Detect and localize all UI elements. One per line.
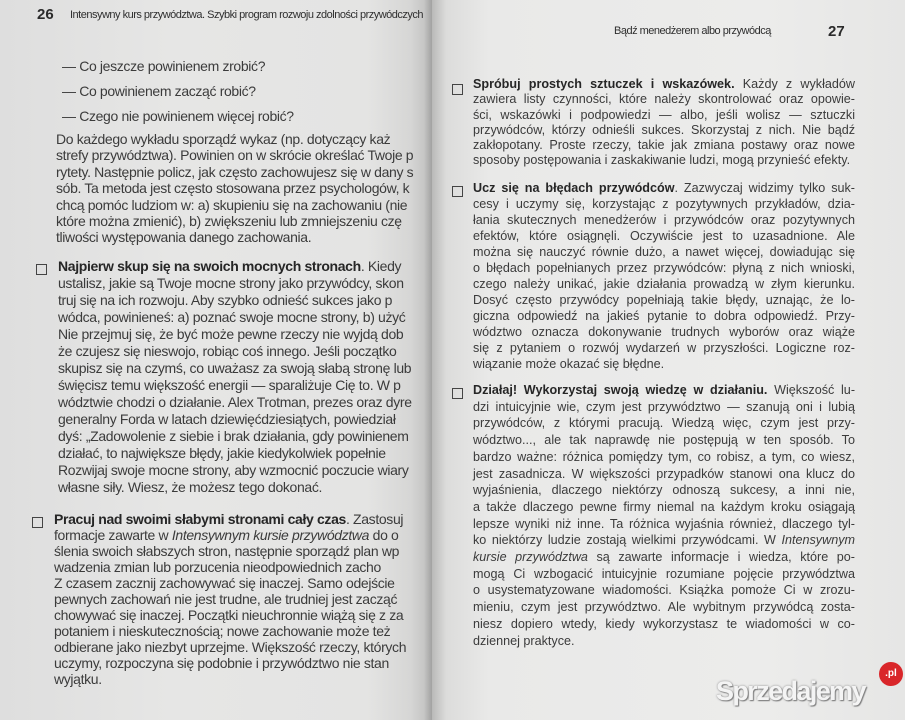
running-head: Bądź menedżerem albo przywódcą: [614, 25, 771, 37]
bold-lead-text: Najpierw skup się na swoich mocnych stronach: [58, 258, 361, 274]
text-line: [54, 527, 406, 543]
text-segment: dzi intuicyjnie wie, czym jest przywództwo — szanują oni i lubią: [473, 399, 855, 414]
text-line: [473, 196, 855, 212]
text-line: [473, 532, 855, 549]
text-line: [54, 671, 406, 687]
text-line: [473, 276, 855, 292]
text-line: [56, 213, 413, 229]
text-segment: wyjaśnienia, dlaczego niektórzy odnoszą sukcesy, a inni nie,: [473, 483, 855, 498]
text-segment: się z pytaniem o rozwój wydarzeń w przyszłości. Logiczne roz-: [473, 341, 855, 355]
text-segment: odbierane jako niezbyt uprzejme. Większość rzeczy, których: [54, 639, 407, 655]
checklist-item: [58, 258, 412, 496]
text-segment: Z czasem zacznij zachowywać się inaczej. Samo odejście: [54, 575, 395, 591]
text-segment: wyjątku.: [54, 671, 102, 687]
text-line: [473, 77, 855, 92]
text-line: [54, 623, 406, 639]
text-segment: ślenia swoich słabszych stron, następnie sporządź plan wp: [54, 543, 400, 559]
text-segment: czego należy unikać, jakie działania prowadzą w złym kierunku.: [473, 277, 855, 291]
question-line: — Co jeszcze powinienem zrobić?: [62, 58, 266, 74]
text-segment: ko niektórzy ludzie zostają wielkimi przywódcami. W: [473, 533, 782, 548]
text-line: [54, 543, 406, 559]
checkbox-icon: [452, 186, 463, 197]
checklist-item: [473, 180, 855, 372]
text-segment: że czujesz się nieswojo, robiąc coś innego. Jeśli początko: [58, 343, 397, 359]
text-line: [54, 607, 406, 623]
dash-list: [62, 54, 294, 129]
text-segment: święcisz temu większość energii — sparaliżuje Cię to. W p: [58, 377, 401, 393]
bold-lead-text: Pracuj nad swoimi słabymi stronami cały czas: [54, 511, 346, 527]
text-line: [56, 147, 413, 163]
text-line: [58, 428, 412, 445]
text-segment: działać, to największe błędy, jakie kiedykolwiek popełnie: [58, 445, 386, 461]
text-segment: ustalisz, jakie są Twoje mocne strony jako przywódcy, skon: [58, 275, 404, 291]
text-segment: mogą Ci wzbogacić intuicyjnie rozumiane pojęcie przywództwa: [473, 566, 855, 581]
text-line: [473, 633, 855, 650]
question-line: — Co powinienem zacząć robić?: [62, 83, 256, 99]
text-line: [56, 180, 413, 196]
text-line: [54, 559, 406, 575]
text-segment: Każdy z wykładów: [734, 77, 855, 91]
text-segment: formacje zawarte w: [54, 527, 172, 543]
text-segment: sób. Ta metoda jest często stosowana przez psychologów, k: [56, 180, 410, 197]
text-line: [473, 415, 855, 432]
text-segment: . Kiedy: [360, 258, 402, 274]
text-line: [58, 377, 412, 394]
text-segment: strefy przywództwa). Powinien on w skrócie określać Twoje p: [56, 147, 414, 164]
text-segment: dziennej praktyce.: [473, 633, 575, 648]
text-segment: przywódców, którzy odnieśli sukces. Skorzystaj z nich. Nie bądź: [473, 122, 855, 137]
text-segment: bardzo ważne: różnica pomiędzy tym, co robisz, a tym, co wiesz,: [473, 449, 855, 464]
text-segment: a także dlaczego pewne firmy niemal na każdym kroku osiągają: [473, 499, 855, 514]
text-line: [58, 394, 412, 411]
text-line: [473, 244, 855, 260]
text-segment: wództwie chodzi o działanie. Alex Trotman, prezes oraz dyre: [58, 394, 412, 410]
text-line: [58, 411, 412, 428]
text-segment: wództwo..., ale tak naprawdę nie postępują w ten sposób. To: [473, 433, 855, 448]
text-segment: lepsze wyniki niż inne. Ta różnica wyjaśnia również, dlaczego tyl-: [473, 516, 855, 531]
text-line: [473, 616, 855, 633]
text-segment: sposoby postępowania i zaskakiwanie ludzi, mogą przynieść efekty.: [473, 153, 851, 168]
text-segment: truj się na ich rozwoju. Aby szybko odnieść sukces jako p: [58, 292, 393, 308]
text-line: [58, 360, 412, 377]
text-segment: chcą pomóc ludziom w: a) skupieniu się na zachowaniu (nie: [56, 196, 408, 213]
watermark-pl-badge: .pl: [879, 662, 903, 686]
text-line: [58, 462, 412, 479]
text-line: [58, 479, 412, 496]
text-segment: można się nauczyć równie dużo, a nawet więcej, dowiadując się: [473, 245, 855, 259]
text-segment: . Zastosuj: [345, 511, 404, 527]
text-segment: do o: [369, 527, 399, 543]
running-head: Intensywny kurs przywództwa. Szybki program rozwoju zdolności przywódczych: [70, 9, 424, 21]
text-line: [54, 639, 406, 655]
text-line: [58, 326, 412, 343]
text-segment: Rozwijaj swoje mocne strony, aby wzmocnić poczucie wiary: [58, 462, 409, 478]
text-line: [473, 153, 855, 168]
checkbox-icon: [452, 84, 463, 95]
text-segment: są zawarte informacje i wiedza, które po-: [587, 550, 855, 565]
text-line: [473, 582, 855, 599]
text-line: [473, 466, 855, 483]
text-segment: mieniu, czym jest przywództwo. Ale wybitnym przywódcą zosta-: [473, 600, 855, 615]
checklist-item: [473, 77, 855, 169]
page-number: 27: [828, 23, 845, 40]
text-line: [54, 655, 406, 671]
text-segment: wódca, powinieneś: a) poznać swoje mocne strony, b) użyć: [58, 309, 406, 325]
text-line: [473, 599, 855, 616]
page-number: 26: [37, 6, 54, 23]
text-line: [473, 356, 855, 372]
text-line: [58, 275, 412, 292]
text-segment: cesy i uczymy się, korzystając z pozytywnych przykładów, dzia-: [473, 197, 855, 211]
text-line: [473, 340, 855, 356]
text-line: [58, 292, 412, 309]
text-line: [58, 258, 412, 275]
bold-lead-text: Działaj! Wykorzystaj swoją wiedzę w działaniu.: [473, 383, 768, 397]
text-line: [473, 180, 855, 196]
text-line: [473, 123, 855, 138]
text-line: [473, 324, 855, 340]
checkbox-icon: [452, 388, 463, 399]
text-line: [473, 516, 855, 533]
text-segment: o usystematyzowane wiadomości. Książka pomoże Ci w zrozu-: [473, 583, 855, 598]
text-segment: efektów, które osiągnęli. Oczywiście jest to uzasadnione. Ale: [473, 229, 855, 243]
text-segment: wadzenia zmian lub porzucenia nieodpowiednich zacho: [54, 559, 381, 575]
text-segment: Dosyć często przywódcy popełniają takie błędy, uznając, że lo-: [473, 293, 855, 307]
text-segment: uczymy, rozpoczyna się podobnie i przywództwo nie stan: [54, 655, 389, 671]
text-segment: potaniem i nieskutecznością; nowe zachowanie może też: [54, 623, 391, 639]
watermark-logo: Sprzedajemy: [716, 676, 865, 706]
text-segment: łania skutecznych menedżerów i przywódców oraz pozytywnych: [473, 213, 855, 227]
book-gutter: [424, 0, 432, 720]
checkbox-icon: [36, 264, 47, 275]
text-line: [473, 549, 855, 566]
text-line: [473, 482, 855, 499]
text-segment: zawiera listy czynności, które należy skontrolować oraz opowie-: [473, 92, 855, 107]
text-line: [473, 212, 855, 228]
text-line: [473, 399, 855, 416]
question-line: — Czego nie powinienem więcej robić?: [62, 108, 294, 124]
text-segment: Nie przejmuj się, że być może pewne rzeczy nie wyjdą dob: [58, 326, 404, 342]
text-segment: generalny Forda w latach dziewięćdziesiątych, powiedział: [58, 411, 396, 427]
text-segment: . Zazwyczaj widzimy tylko suk-: [674, 181, 855, 195]
text-line: [58, 343, 412, 360]
text-segment: niesz dopiero wtedy, kiedy wykorzystasz te wiadomości w co-: [473, 616, 855, 631]
text-line: [54, 591, 406, 607]
text-line: [56, 229, 413, 245]
right-page: [432, 0, 905, 720]
checklist-item: [473, 382, 855, 649]
text-line: [473, 566, 855, 583]
text-line: [473, 499, 855, 516]
text-segment: chowywać się inaczej. Początki nieuchronnie wiążą się z za: [54, 607, 404, 623]
bold-lead-text: Ucz się na błędach przywódców: [473, 181, 675, 195]
paragraph: [56, 131, 413, 246]
text-segment: wództwo oznacza dokonywanie trudnych wyborów oraz wiąże: [473, 325, 855, 339]
text-line: [56, 131, 413, 147]
checkbox-icon: [32, 517, 43, 528]
text-line: [58, 445, 412, 462]
text-segment: rytety. Następnie policz, jak często zachowujesz się w dany s: [56, 163, 414, 180]
text-line: [473, 260, 855, 276]
text-line: [473, 92, 855, 107]
text-segment: skupisz się na czymś, co uważasz za swoją słabą stronę lub: [58, 360, 412, 376]
left-page: [0, 0, 432, 720]
italic-title-text: Intensywnym: [781, 533, 855, 548]
text-line: [473, 382, 855, 399]
text-line: [473, 432, 855, 449]
text-segment: dyś: „Zadowolenie z siebie i brak działania, gdy powinienem: [58, 428, 409, 444]
text-line: [54, 511, 406, 527]
text-segment: zakłopotany. Proste rzeczy, takie jak zmiana postawy oraz nowe: [473, 138, 855, 153]
bold-lead-text: Spróbuj prostych sztuczek i wskazówek.: [473, 77, 735, 91]
text-segment: Do każdego wykładu sporządź wykaz (np. dotyczący każ: [56, 131, 391, 147]
text-line: [54, 575, 406, 591]
text-line: [56, 164, 413, 180]
text-line: [473, 228, 855, 244]
italic-title-text: Intensywnym kursie przywództwa: [171, 527, 370, 543]
text-line: [58, 309, 412, 326]
italic-title-text: kursie przywództwa: [473, 550, 588, 565]
text-segment: Większość lu-: [767, 383, 856, 397]
text-segment: pewnych zachowań nie jest trudne, ale trudniej jest zacząć: [54, 591, 398, 607]
text-segment: przywódców, z którymi pracują. Wiedzą więc, czym jest przy-: [473, 416, 855, 431]
text-line: [473, 292, 855, 308]
text-line: [56, 197, 413, 213]
text-segment: które można zmienić), b) zwiększeniu lub zmniejszeniu czę: [56, 213, 402, 230]
checklist-item: [54, 511, 406, 687]
text-segment: wiązanie może okazać się błędne.: [473, 357, 665, 371]
text-segment: ści, wskazówki i podpowiedzi — albo, jeśli wolisz — sztuczki: [473, 107, 855, 122]
text-line: [473, 308, 855, 324]
text-segment: o błędach popełnianych przez przywódców: płyną z nich wnioski,: [473, 261, 855, 275]
text-segment: jest zasadnicza. W większości przypadków stanowi ona klucz do: [473, 466, 855, 481]
text-line: [473, 138, 855, 153]
text-line: [473, 108, 855, 123]
text-segment: własne siły. Wiesz, że możesz tego dokonać.: [58, 479, 323, 495]
text-segment: tliwości występowania danego zachowania.: [56, 229, 312, 246]
text-line: [473, 449, 855, 466]
text-segment: giczna odpowiedź na jakieś pytanie to dobra odpowiedź. Przy-: [473, 309, 855, 323]
